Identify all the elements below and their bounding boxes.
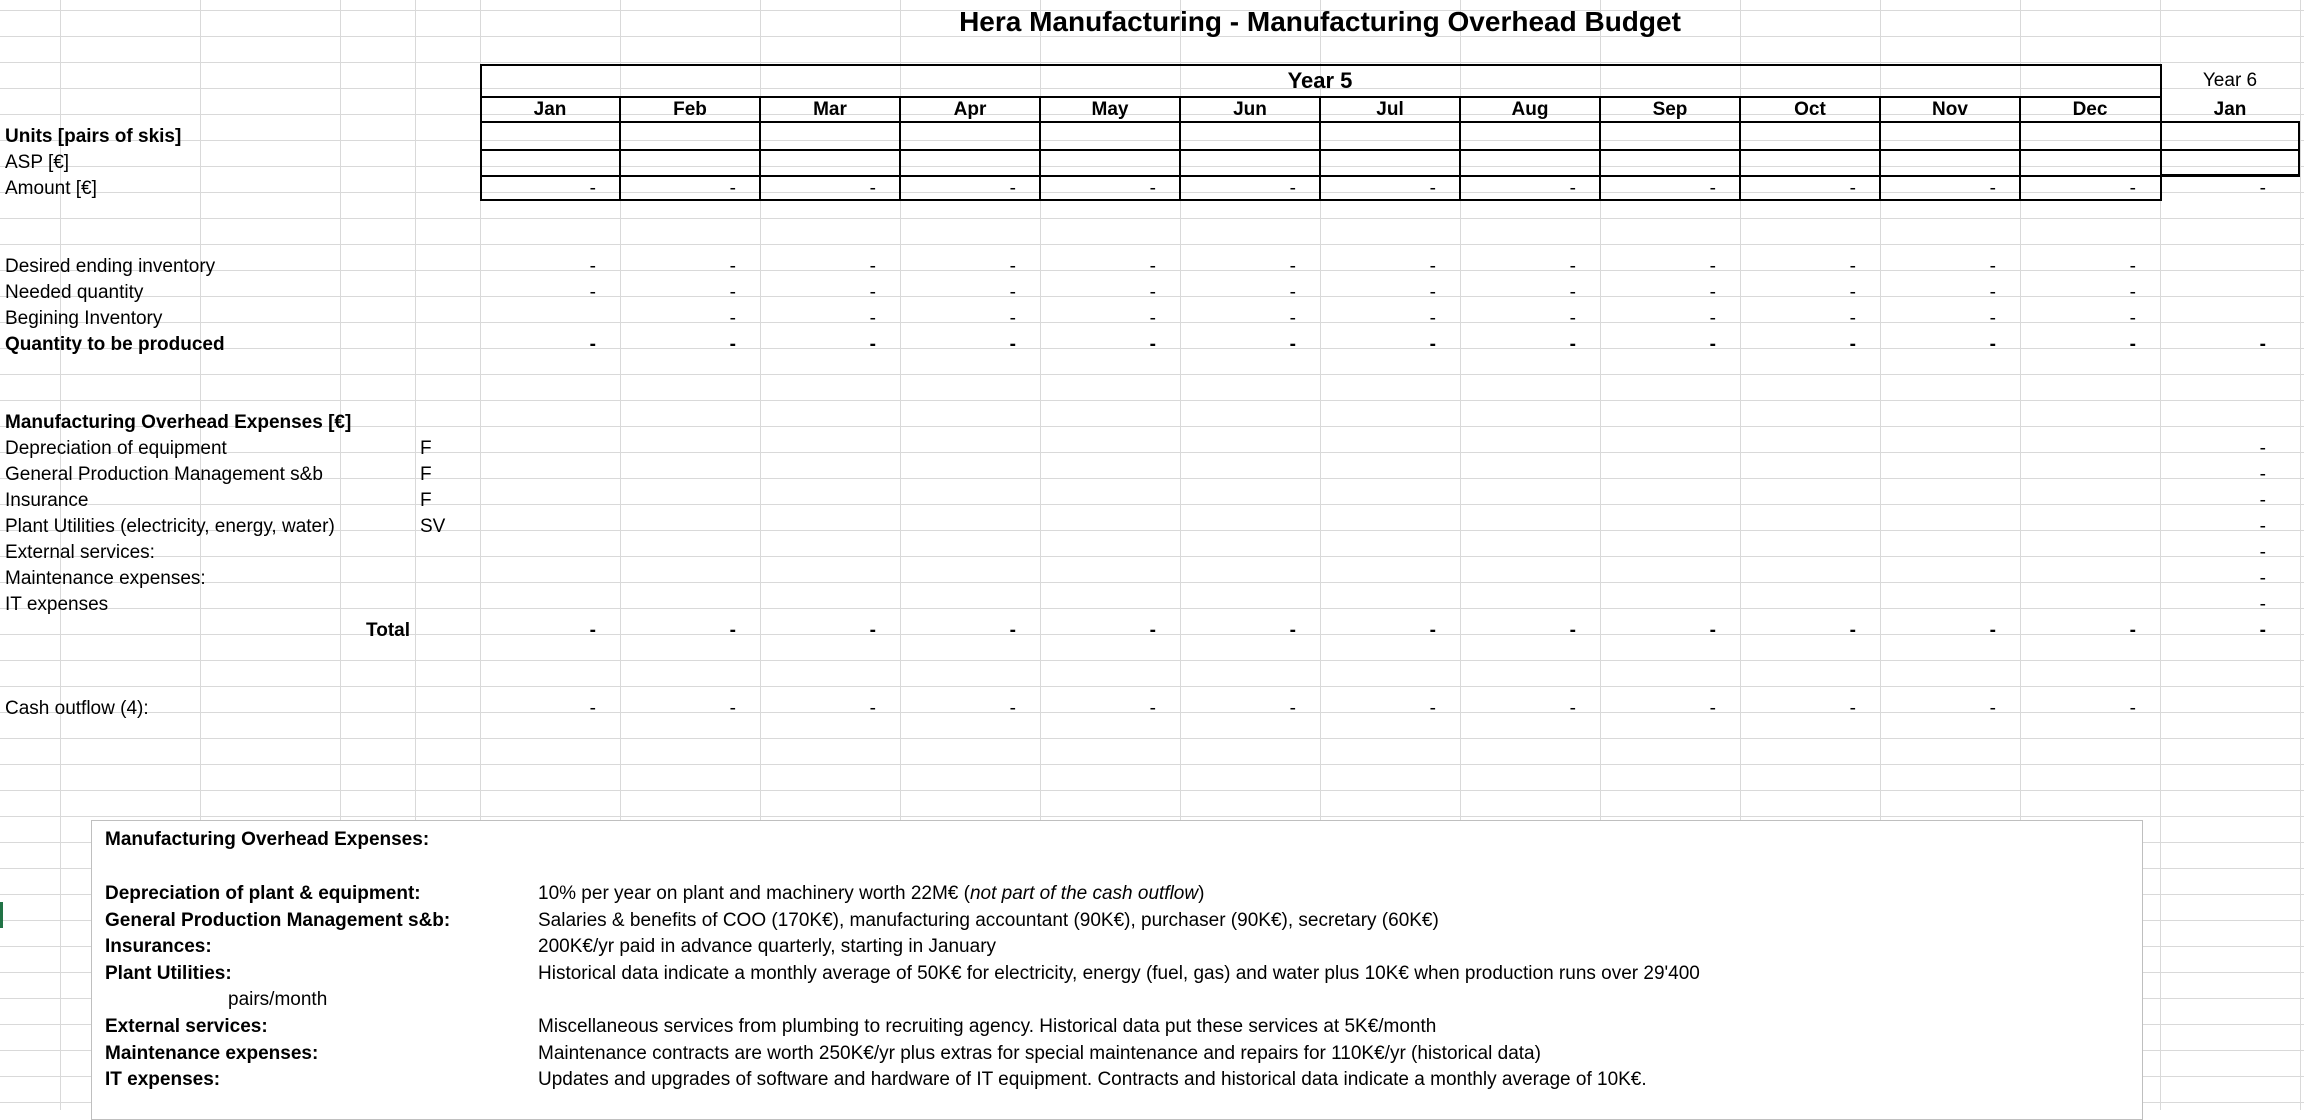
value-cell[interactable]: - [1149,334,1156,355]
value-cell[interactable]: - [1289,256,1296,277]
note-text-wrap: pairs/month [228,989,328,1010]
month-header: Aug [1511,99,1549,120]
value-cell[interactable]: - [589,282,596,303]
value-cell[interactable]: - [1849,620,1856,641]
value-cell[interactable]: - [589,178,596,199]
value-cell[interactable]: - [1709,178,1716,199]
sheet-title: Hera Manufacturing - Manufacturing Overhead Budget [959,6,1681,37]
value-cell[interactable]: - [1569,698,1576,719]
value-cell[interactable]: - [2129,256,2136,277]
note-text: Maintenance contracts are worth 250K€/yr plus extras for special maintenance and repairs for 110K€/yr (historical data) [538,1043,1541,1064]
value-cell[interactable]: - [1429,178,1436,199]
note-text: Updates and upgrades of software and hardware of IT equipment. Contracts and historical data indicate a monthly average of 10K€. [538,1069,1647,1090]
row-label-depreciation: Depreciation of equipment [5,438,227,459]
value-cell[interactable]: - [2129,282,2136,303]
value-cell[interactable]: - [729,334,736,355]
notes-heading: Manufacturing Overhead Expenses: [105,829,430,850]
value-cell[interactable]: - [1009,698,1016,719]
month-header: Nov [1932,99,1968,120]
row-label-gpm: General Production Management s&b [5,464,323,485]
value-cell[interactable]: - [1289,620,1296,641]
row-label-it: IT expenses [5,594,109,615]
value-cell[interactable]: - [1849,698,1856,719]
month-header: Sep [1652,99,1688,120]
month-header: Jan [533,99,567,120]
value-cell[interactable]: - [589,334,596,355]
value-cell[interactable]: - [1429,308,1436,329]
value-cell[interactable]: - [1569,178,1576,199]
note-label: Plant Utilities: [105,963,232,984]
row-label-to-produce: Quantity to be produced [5,334,225,355]
value-cell[interactable]: - [1709,698,1716,719]
row-label-total: Total [366,620,410,641]
value-cell[interactable]: - [1709,282,1716,303]
value-cell[interactable]: - [1989,334,1996,355]
value-cell[interactable]: - [1009,178,1016,199]
value-cell[interactable]: - [869,308,876,329]
note-label: External services: [105,1016,268,1037]
month-header: Mar [813,99,847,120]
value-cell[interactable]: - [1149,698,1156,719]
value-cell[interactable]: - [1569,334,1576,355]
year6-value-cell[interactable]: - [2259,490,2266,511]
row-label-desired-ending: Desired ending inventory [5,256,216,277]
notes-textbox[interactable] [91,820,2143,1120]
value-cell[interactable]: - [1289,178,1296,199]
month-header: Apr [953,99,987,120]
year6-value-cell[interactable]: - [2259,464,2266,485]
value-cell[interactable]: - [1009,256,1016,277]
value-cell[interactable]: - [1849,334,1856,355]
value-cell[interactable]: - [1709,620,1716,641]
note-text: 200K€/yr paid in advance quarterly, starting in January [538,936,997,957]
value-cell[interactable]: - [729,308,736,329]
row-label-moh-header: Manufacturing Overhead Expenses [€] [5,412,352,433]
value-cell[interactable]: - [1009,282,1016,303]
value-cell[interactable]: - [869,256,876,277]
year6-value-cell[interactable]: - [2259,334,2266,355]
value-cell[interactable]: - [1989,256,1996,277]
flag-gpm: F [420,464,432,485]
value-cell[interactable]: - [1989,178,1996,199]
value-cell[interactable]: - [589,620,596,641]
value-cell[interactable]: - [1149,308,1156,329]
value-cell[interactable]: - [1289,308,1296,329]
row-label-utilities: Plant Utilities (electricity, energy, water) [5,516,335,537]
value-cell[interactable]: - [1989,308,1996,329]
value-cell[interactable]: - [1569,282,1576,303]
value-cell[interactable]: - [1289,334,1296,355]
row-label-maintenance: Maintenance expenses: [5,568,206,589]
note-text: 10% per year on plant and machinery worth 22M€ (not part of the cash outflow) [538,883,1205,904]
row-label-asp: ASP [€] [5,152,70,173]
month-header: Feb [673,99,707,120]
value-cell[interactable]: - [2129,308,2136,329]
month-header: Jul [1376,99,1404,120]
value-cell[interactable]: - [869,334,876,355]
value-cell[interactable]: - [869,282,876,303]
note-label: Depreciation of plant & equipment: [105,883,421,904]
row-label-amount: Amount [€] [5,178,97,199]
month-header: Dec [2072,99,2108,120]
note-text: Historical data indicate a monthly average of 50K€ for electricity, energy (fuel, gas) and water plus 10K€ when production runs over 29'400 [538,963,1700,984]
value-cell[interactable]: - [1009,620,1016,641]
year6-value-cell[interactable]: - [2259,438,2266,459]
row-divider [480,121,2300,123]
value-cell[interactable]: - [1709,308,1716,329]
value-cell[interactable]: - [729,256,736,277]
month-header: Oct [1794,99,1826,120]
year6-value-cell[interactable]: - [2259,594,2266,615]
row-label-cash: Cash outflow (4): [5,698,149,719]
value-cell[interactable]: - [1989,282,1996,303]
flag-utilities: SV [420,516,446,537]
cell-selection-marker [0,902,3,928]
year6-value-cell[interactable]: - [2259,568,2266,589]
value-cell[interactable]: - [1849,256,1856,277]
value-cell[interactable]: - [729,698,736,719]
flag-depreciation: F [420,438,432,459]
value-cell[interactable]: - [2129,620,2136,641]
month-header: May [1091,99,1129,120]
value-cell[interactable]: - [869,178,876,199]
value-cell[interactable]: - [2129,178,2136,199]
value-cell[interactable]: - [1289,698,1296,719]
value-cell[interactable]: - [2129,334,2136,355]
value-cell[interactable]: - [1989,698,1996,719]
row-label-needed: Needed quantity [5,282,144,303]
value-cell[interactable]: - [1429,698,1436,719]
value-cell[interactable]: - [729,282,736,303]
value-cell[interactable]: - [2129,698,2136,719]
value-cell[interactable]: - [1009,334,1016,355]
value-cell[interactable]: - [869,620,876,641]
value-cell[interactable]: - [1709,334,1716,355]
value-cell[interactable]: - [1569,308,1576,329]
value-cell[interactable]: - [1569,620,1576,641]
value-cell[interactable]: - [1569,256,1576,277]
value-cell[interactable]: - [1429,620,1436,641]
value-cell[interactable]: - [1149,282,1156,303]
value-cell[interactable]: - [1429,256,1436,277]
year6-label: Year 6 [2202,70,2258,91]
value-cell[interactable]: - [1849,282,1856,303]
year6-value-cell[interactable]: - [2259,542,2266,563]
value-cell[interactable]: - [1989,620,1996,641]
note-text: Miscellaneous services from plumbing to recruiting agency. Historical data put these services at 5K€/month [538,1016,1437,1037]
year6-value-cell[interactable]: - [2259,178,2266,199]
row-label-units: Units [pairs of skis] [5,126,182,147]
row-label-insurance: Insurance [5,490,89,511]
value-cell[interactable]: - [1009,308,1016,329]
value-cell[interactable]: - [1289,282,1296,303]
value-cell[interactable]: - [1149,178,1156,199]
year6-month-header: Jan [2213,99,2247,120]
note-label: Maintenance expenses: [105,1043,319,1064]
row-divider [480,149,2300,151]
value-cell[interactable]: - [1849,178,1856,199]
year5-label: Year 5 [1287,68,1353,93]
note-label: IT expenses: [105,1069,221,1090]
value-cell[interactable]: - [1149,620,1156,641]
row-label-beginning: Begining Inventory [5,308,163,329]
value-cell[interactable]: - [589,256,596,277]
year6-value-cell[interactable]: - [2259,516,2266,537]
value-cell[interactable]: - [729,620,736,641]
note-label: Insurances: [105,936,212,957]
flag-insurance: F [420,490,432,511]
value-cell[interactable]: - [1709,256,1716,277]
note-text: Salaries & benefits of COO (170K€), manufacturing accountant (90K€), purchaser (90K€), secretary (60K€) [538,910,1439,931]
row-label-external: External services: [5,542,155,563]
value-cell[interactable]: - [729,178,736,199]
value-cell[interactable]: - [869,698,876,719]
value-cell[interactable]: - [1149,256,1156,277]
year6-value-cell[interactable]: - [2259,620,2266,641]
month-header: Jun [1233,99,1267,120]
value-cell[interactable]: - [1429,334,1436,355]
value-cell[interactable]: - [1849,308,1856,329]
value-cell[interactable]: - [1429,282,1436,303]
value-cell[interactable]: - [589,698,596,719]
note-label: General Production Management s&b: [105,910,451,931]
